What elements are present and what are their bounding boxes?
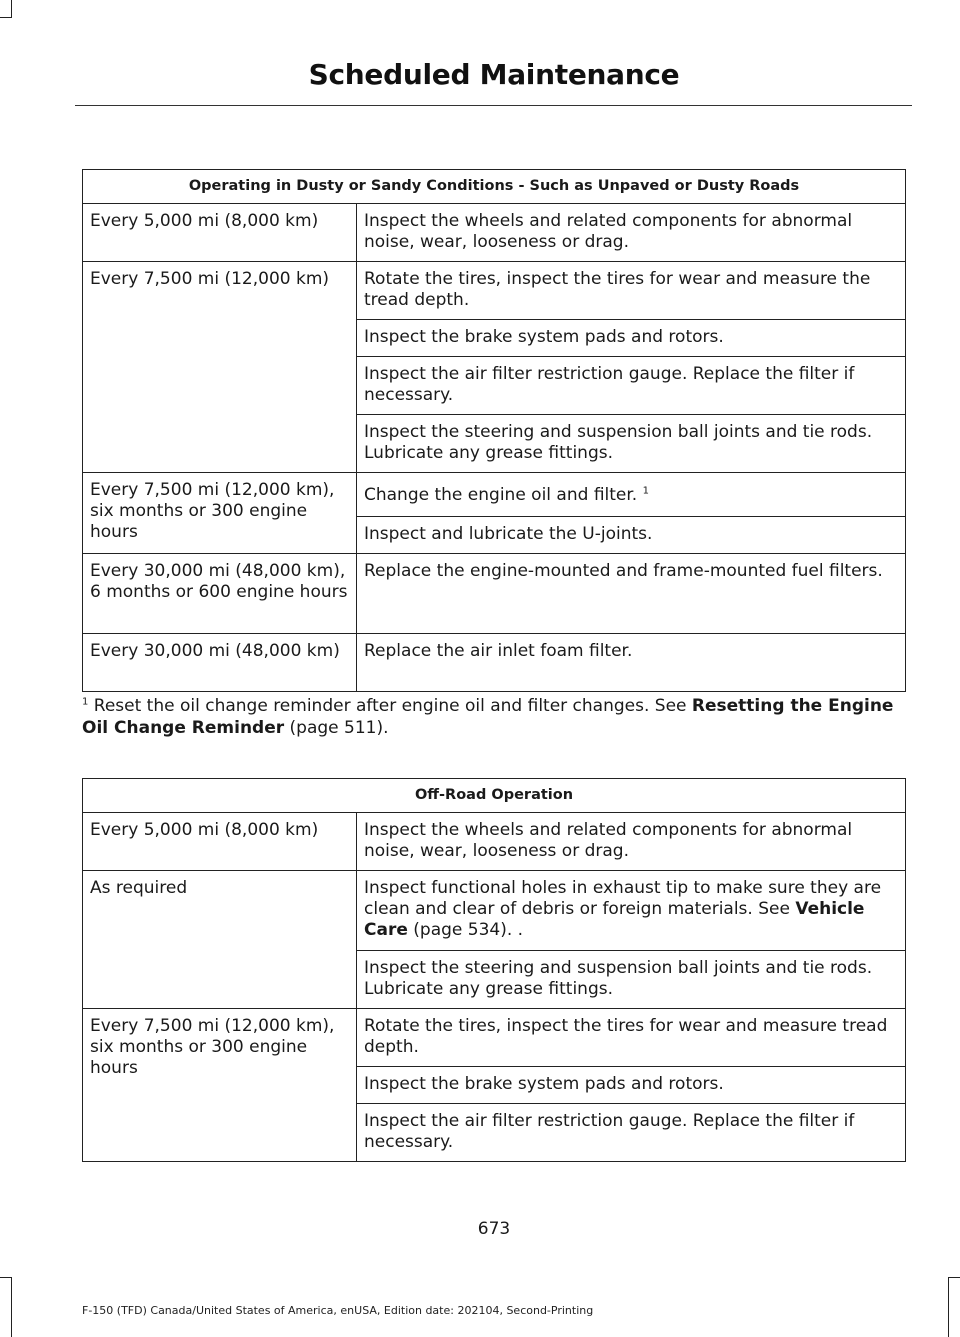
table-cell-action: Inspect the brake system pads and rotors.: [357, 1067, 906, 1104]
page-title: Scheduled Maintenance: [308, 58, 680, 91]
table-cell-interval: As required: [83, 871, 357, 1009]
table-cell-action: Replace the engine-mounted and frame-mounted fuel filters.: [357, 554, 906, 634]
table-cell-action: Replace the air inlet foam filter.: [357, 634, 906, 692]
table-cell-interval: Every 30,000 mi (48,000 km), 6 months or 600 engine hours: [83, 554, 357, 634]
table-cell-interval: Every 7,500 mi (12,000 km), six months or 300 engine hours: [83, 473, 357, 554]
off-road-table: [82, 778, 906, 1162]
action-text: Change the engine oil and filter.: [364, 485, 638, 505]
table-cell-interval: Every 5,000 mi (8,000 km): [83, 204, 357, 262]
dusty-conditions-table: [82, 169, 906, 692]
footnote-text: Reset the oil change reminder after engine oil and filter changes. See: [88, 696, 692, 716]
table-cell-action: Inspect the air filter restriction gauge. Replace the filter if necessary.: [357, 1104, 906, 1162]
table-cell-interval: Every 7,500 mi (12,000 km), six months or 300 engine hours: [83, 1009, 357, 1162]
vehicle-care-link[interactable]: Vehicle Care: [364, 899, 865, 940]
table-cell-action: Inspect the steering and suspension ball joints and tie rods. Lubricate any grease fittings.: [357, 415, 906, 473]
table-cell-action: Rotate the tires, inspect the tires for wear and measure tread depth.: [357, 1009, 906, 1067]
table-heading: Off-Road Operation: [83, 779, 906, 813]
ref-suffix: (page 534). .: [407, 920, 524, 940]
edition-note: F-150 (TFD) Canada/United States of America, enUSA, Edition date: 202104, Second-Printing: [82, 1304, 594, 1317]
action-text: Inspect functional holes in exhaust tip to make sure they are clean and clear of debris or foreign materials. See: [364, 878, 882, 919]
table-cell-action: Inspect the wheels and related components for abnormal noise, wear, looseness or drag.: [357, 813, 906, 871]
table-cell-interval: Every 5,000 mi (8,000 km): [83, 813, 357, 871]
table-cell-interval: Every 7,500 mi (12,000 km): [83, 262, 357, 473]
table-cell-action: Inspect the air filter restriction gauge. Replace the filter if necessary.: [357, 357, 906, 415]
footnote: [82, 695, 905, 739]
crop-mark-bottom-right: [948, 1277, 960, 1337]
table-cell-interval: Every 30,000 mi (48,000 km): [83, 634, 357, 692]
footnote-link[interactable]: Resetting the Engine Oil Change Reminder: [82, 696, 894, 738]
table-cell-action: [357, 473, 906, 517]
table-cell-action: Inspect the brake system pads and rotors.: [357, 320, 906, 357]
table-cell-action: Inspect the steering and suspension ball joints and tie rods. Lubricate any grease fittings.: [357, 951, 906, 1009]
header-divider: [75, 105, 912, 106]
table-heading: Operating in Dusty or Sandy Conditions - Such as Unpaved or Dusty Roads: [83, 170, 906, 204]
footnote-mark: 1: [82, 696, 89, 708]
page-number: 673: [477, 1219, 511, 1239]
table-cell-action: Inspect and lubricate the U-joints.: [357, 517, 906, 554]
table-cell-action: Rotate the tires, inspect the tires for wear and measure the tread depth.: [357, 262, 906, 320]
table-cell-action: Inspect the wheels and related components for abnormal noise, wear, looseness or drag.: [357, 204, 906, 262]
footnote-suffix: (page 511).: [284, 718, 389, 738]
footnote-mark: 1: [642, 485, 649, 497]
crop-mark-bottom-left: [0, 1277, 12, 1337]
crop-mark-top-left: [0, 0, 12, 18]
table-cell-action: [357, 871, 906, 951]
